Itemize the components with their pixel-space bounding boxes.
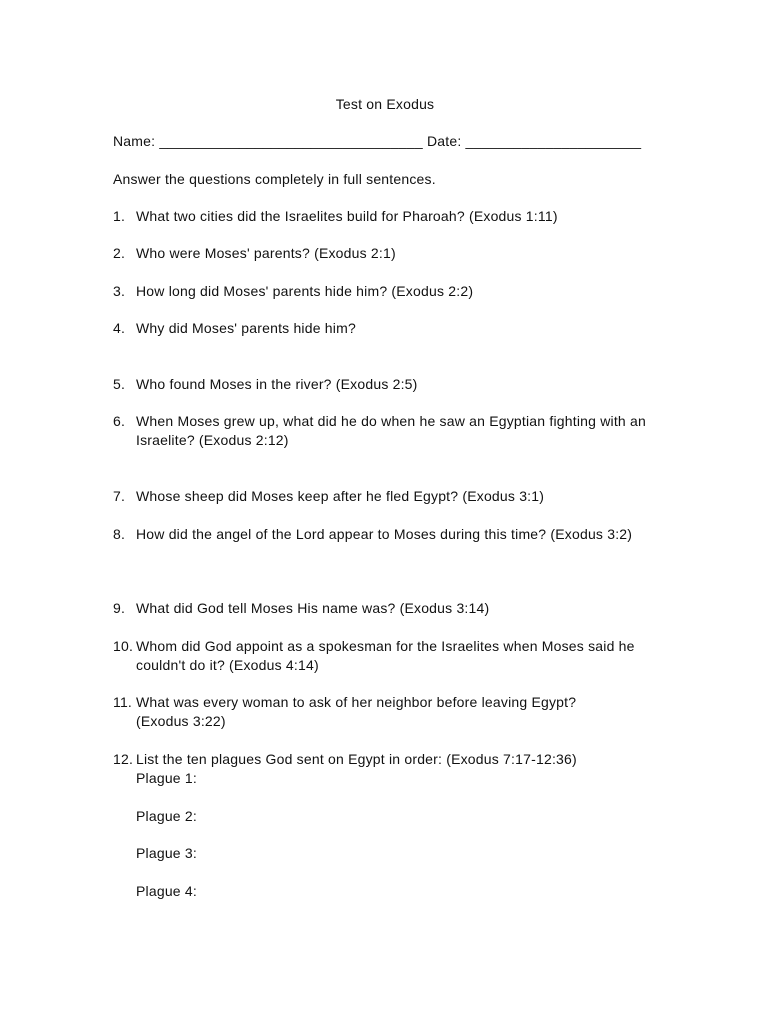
question-10 <box>113 637 673 675</box>
question-number: 10. <box>113 638 134 654</box>
plague-2-label: Plague 2: <box>136 808 197 824</box>
question-9 <box>113 599 673 618</box>
question-text: When Moses grew up, what did he do when he saw an Egyptian fighting with an Israelite? (Exodus 2:12) <box>136 413 646 448</box>
instructions: Answer the questions completely in full sentences. <box>113 171 436 187</box>
plague-3-label: Plague 3: <box>136 845 197 861</box>
question-number: 11. <box>113 694 133 710</box>
question-text: List the ten plagues God sent on Egypt in order: (Exodus 7:17-12:36) <box>136 751 577 767</box>
question-7 <box>113 487 673 506</box>
question-number: 7. <box>113 488 126 504</box>
question-number: 9. <box>113 600 126 616</box>
question-11 <box>113 693 613 731</box>
question-1 <box>113 207 673 226</box>
plague-1-label: Plague 1: <box>136 770 197 786</box>
question-12 <box>113 750 673 769</box>
question-text: What two cities did the Israelites build for Pharoah? (Exodus 1:11) <box>136 208 558 224</box>
question-4 <box>113 319 673 338</box>
question-number: 8. <box>113 526 126 542</box>
question-8 <box>113 525 673 544</box>
question-5 <box>113 375 673 394</box>
document-title: Test on Exodus <box>335 96 435 112</box>
question-3 <box>113 282 673 301</box>
question-number: 4. <box>113 320 126 336</box>
question-number: 1. <box>113 208 126 224</box>
question-number: 3. <box>113 283 126 299</box>
question-text: Why did Moses' parents hide him? <box>136 320 356 336</box>
question-text: Who were Moses' parents? (Exodus 2:1) <box>136 245 396 261</box>
question-number: 5. <box>113 376 126 392</box>
question-text: Whom did God appoint as a spokesman for the Israelites when Moses said he couldn't do it? (Exodus 4:14) <box>136 638 635 673</box>
question-text: Who found Moses in the river? (Exodus 2:5) <box>136 376 418 392</box>
question-text: How long did Moses' parents hide him? (Exodus 2:2) <box>136 283 474 299</box>
question-2 <box>113 244 673 263</box>
question-number: 12. <box>113 751 134 767</box>
question-number: 2. <box>113 245 126 261</box>
question-text: How did the angel of the Lord appear to Moses during this time? (Exodus 3:2) <box>136 526 633 542</box>
question-6 <box>113 412 673 450</box>
name-date-line: Name: _________________________________ Date: ______________________ <box>113 133 642 149</box>
question-text: What was every woman to ask of her neighbor before leaving Egypt? (Exodus 3:22) <box>136 694 577 729</box>
question-text: What did God tell Moses His name was? (Exodus 3:14) <box>136 600 490 616</box>
question-number: 6. <box>113 413 126 429</box>
plague-4-label: Plague 4: <box>136 883 197 899</box>
question-text: Whose sheep did Moses keep after he fled Egypt? (Exodus 3:1) <box>136 488 545 504</box>
